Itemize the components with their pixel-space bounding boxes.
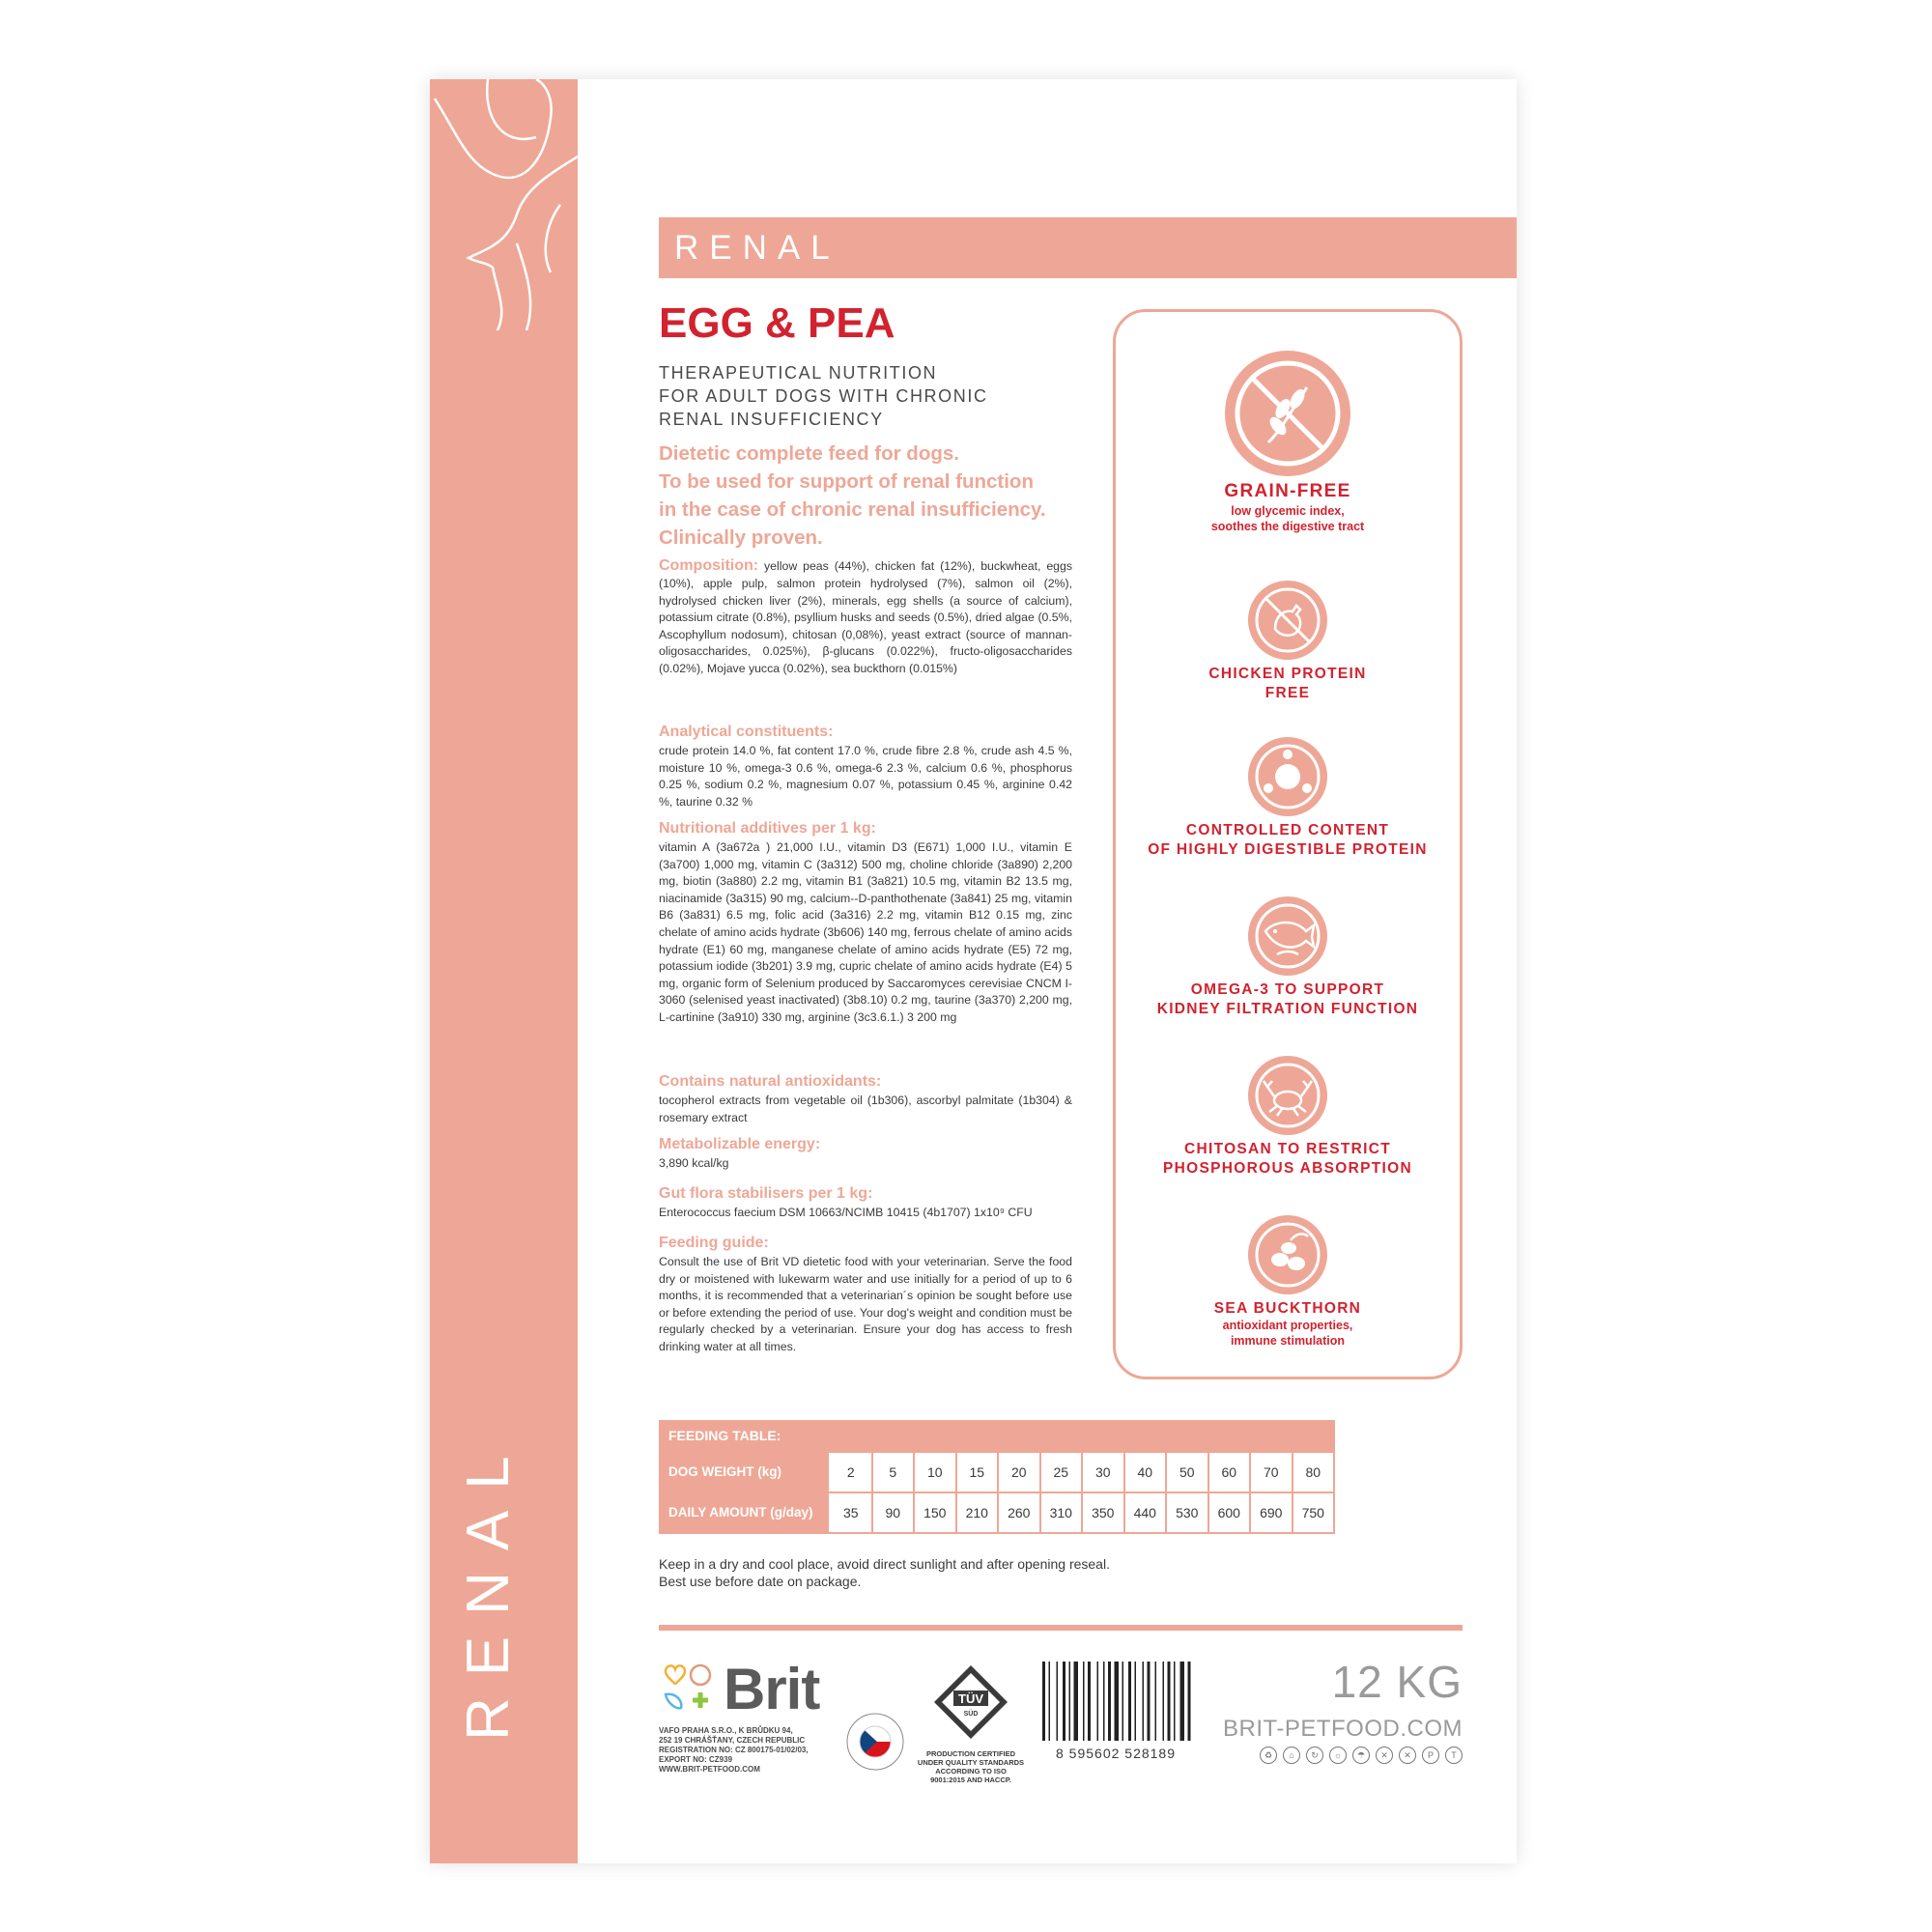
address-line: 252 19 CHRÁŠŤANY, CZECH REPUBLIC	[659, 1736, 806, 1745]
storage-line: Best use before date on package.	[659, 1574, 862, 1589]
features-panel	[1113, 309, 1463, 1379]
composition-heading: Composition:	[659, 557, 759, 574]
composition-section	[659, 556, 1072, 678]
barcode-bar	[1188, 1662, 1191, 1741]
gut-body: Enterococcus faecium DSM 10663/NCIMB 10415 (4b1707) 1x10⁹ CFU	[659, 1206, 1033, 1219]
feature-title: CHICKEN PROTEIN	[1208, 666, 1367, 682]
feature-title: PHOSPHOROUS ABSORPTION	[1163, 1160, 1412, 1177]
protein-molecule-glyph	[1248, 737, 1327, 816]
grain-free-glyph	[1225, 351, 1350, 476]
renal-band	[659, 217, 1517, 278]
table-cell: 50	[1167, 1453, 1209, 1492]
antioxidants-body: tocopherol extracts from vegetable oil (1b306), ascorbyl palmitate (1b304) & rosemary extract	[659, 1094, 1072, 1124]
no-chicken-icon	[1248, 581, 1327, 660]
barcode-number: 8 595602 528189	[1056, 1746, 1176, 1761]
barcode-bar	[1128, 1662, 1131, 1741]
table-cell: 35	[831, 1493, 873, 1532]
antioxidants-heading: Contains natural antioxidants:	[659, 1073, 882, 1090]
table-cell: 60	[1209, 1453, 1252, 1492]
no-fire-icon: ✕	[1399, 1747, 1416, 1764]
claim-line: To be used for support of renal function	[659, 470, 1034, 493]
barcode-bar	[1180, 1662, 1185, 1741]
storage-line: Keep in a dry and cool place, avoid direct sunlight and after opening reseal.	[659, 1556, 1110, 1572]
barcode-bar	[1083, 1662, 1085, 1741]
table-cell: 20	[999, 1453, 1041, 1492]
umbrella-icon: ☂	[1352, 1747, 1370, 1764]
bin-icon: ⌂	[1283, 1747, 1300, 1764]
barcode-bar	[1143, 1662, 1145, 1741]
net-weight: 12 KG	[1331, 1657, 1463, 1707]
barcode-bar	[1168, 1662, 1171, 1741]
czech-flag-seal	[845, 1712, 905, 1772]
feature-title: OF HIGHLY DIGESTIBLE PROTEIN	[1148, 841, 1428, 858]
row-label: DAILY AMOUNT (g/day)	[659, 1493, 831, 1532]
barcode-bar	[1049, 1662, 1051, 1741]
feature-title: CHITOSAN TO RESTRICT	[1183, 1141, 1392, 1157]
analytical-heading: Analytical constituents:	[659, 724, 834, 740]
barcode-bar	[1088, 1662, 1091, 1741]
table-cell: 750	[1293, 1493, 1336, 1532]
tuv-caption-line: PRODUCTION CERTIFIED	[925, 1749, 1016, 1758]
table-cell: 70	[1251, 1453, 1293, 1492]
barcode-bar	[1103, 1662, 1105, 1741]
strip-vertical-word: RENAL	[455, 1435, 522, 1741]
analytical-section	[659, 723, 1072, 810]
energy-heading: Metabolizable energy:	[659, 1136, 821, 1152]
grain-free-icon	[1225, 351, 1350, 476]
barcode-bar	[1108, 1662, 1111, 1741]
fish-omega-glyph	[1248, 896, 1327, 976]
subtitle-line: RENAL INSUFFICIENCY	[659, 410, 884, 429]
barcode-bar	[1155, 1662, 1157, 1741]
subtitle-line: FOR ADULT DOGS WITH CHRONIC	[659, 386, 988, 406]
feature-title: GRAIN-FREE	[1224, 481, 1351, 501]
left-strip	[430, 79, 578, 1863]
table-cell: 600	[1209, 1493, 1252, 1532]
subtitle-line: THERAPEUTICAL NUTRITION	[659, 363, 938, 383]
footer-divider	[659, 1625, 1463, 1631]
feature-sub: soothes the digestive tract	[1210, 520, 1365, 533]
fish-omega-icon	[1248, 896, 1327, 976]
table-row-amount	[659, 1493, 1335, 1534]
feature-title: FREE	[1264, 685, 1311, 701]
berries-icon	[1248, 1215, 1327, 1294]
subtitle	[659, 361, 1065, 431]
table-cell: 90	[873, 1493, 916, 1532]
address-line: REGISTRATION NO: CZ 800175-01/02/03,	[659, 1746, 809, 1754]
analytical-body: crude protein 14.0 %, fat content 17.0 %, crude fibre 2.8 %, crude ash 4.5 %, moisture 10 %, omega-3 0.6 %, omega-6 2.3 %, calcium 0.6 %, phosphorus 0.25 %, sodium 0.2 %, magnesium 0.07 %, potassium 0.45 %, arginine 0.42 %, taurine 0.32 %	[659, 744, 1072, 809]
table-cell: 5	[873, 1453, 916, 1492]
barcode-bar	[1174, 1662, 1176, 1741]
table-cell: 30	[1083, 1453, 1125, 1492]
claim	[659, 440, 1113, 552]
table-cell: 260	[999, 1493, 1041, 1532]
address-line: EXPORT NO: CZ939	[659, 1755, 733, 1764]
recycling-symbols	[1260, 1747, 1463, 1764]
table-cell: 40	[1125, 1453, 1168, 1492]
crab-glyph	[1248, 1056, 1327, 1135]
feature-title: KIDNEY FILTRATION FUNCTION	[1156, 1001, 1419, 1017]
tuv-caption-line: ACCORDING TO ISO	[935, 1767, 1007, 1776]
barcode-bar	[1115, 1662, 1120, 1741]
table-cell: 150	[915, 1493, 957, 1532]
sun-icon: ☼	[1329, 1747, 1347, 1764]
recycle-icon: ♻	[1260, 1747, 1277, 1764]
table-cell: 310	[1041, 1493, 1084, 1532]
table-row-weight	[659, 1451, 1335, 1493]
composition-body: yellow peas (44%), chicken fat (12%), buckwheat, eggs (10%), apple pulp, salmon protein hydrolysed (7%), salmon oil (2%), hydrolysed chicken liver (2%), minerals, egg shells (a source of calcium), potassium citrate (0.8%), psyllium husks and seeds (0.5%), dried algae (0.5%, Ascophyllum nodosum), chitosan (0,08%), yeast extract (source of mannan-oligosaccharides, 0.025%), β-glucans (0.022%), fructo-oligosaccharides (0.02%), Mojave yucca (0.02%), sea buckthorn (0.015%)	[659, 559, 1072, 675]
recycle-icon: ↻	[1306, 1747, 1323, 1764]
product-title: EGG & PEA	[659, 299, 895, 347]
feature-title: CONTROLLED CONTENT	[1185, 822, 1390, 838]
claim-line: Clinically proven.	[659, 526, 823, 549]
table-cell: 25	[1041, 1453, 1084, 1492]
address-line: WWW.BRIT-PETFOOD.COM	[659, 1765, 760, 1774]
gut-heading: Gut flora stabilisers per 1 kg:	[659, 1185, 873, 1202]
brit-logo	[662, 1657, 820, 1722]
barcode-bar	[1063, 1662, 1065, 1741]
claim-line: Dietetic complete feed for dogs.	[659, 442, 959, 465]
tuv-caption-line: UNDER QUALITY STANDARDS	[917, 1758, 1025, 1767]
feeding-heading: Feeding guide:	[659, 1235, 769, 1251]
svg-text:TÜV: TÜV	[958, 1691, 983, 1706]
company-address	[659, 1726, 852, 1775]
feature-title: OMEGA-3 TO SUPPORT	[1190, 981, 1385, 998]
claim-line: in the case of chronic renal insufficiency.	[659, 498, 1046, 521]
feature-sub: low glycemic index,	[1231, 504, 1345, 518]
no-fire-icon: ✕	[1376, 1747, 1393, 1764]
no-chicken-glyph	[1248, 581, 1327, 660]
table-cell: 2	[831, 1453, 873, 1492]
additives-heading: Nutritional additives per 1 kg:	[659, 820, 876, 837]
table-cell: 15	[957, 1453, 1000, 1492]
feeding-body: Consult the use of Brit VD dietetic food with your veterinarian. Serve the food dry or moistened with lukewarm water and use initially for a period of up to 6 months, it is recommended that a veterinarian´s opinion be sought before use or before extending the period of use. Your dog's weight and condition must be regularly checked by a veterinarian. Ensure your dog has access to fresh drinking water at all times.	[659, 1255, 1072, 1353]
table-cell: 530	[1167, 1493, 1209, 1532]
table-cell: 80	[1293, 1453, 1336, 1492]
barcode-bar	[1074, 1662, 1079, 1741]
package-back	[430, 79, 1517, 1863]
svg-text:SÜD: SÜD	[963, 1711, 979, 1718]
tuv-caption	[908, 1749, 1034, 1784]
feature-sub: antioxidant properties,	[1222, 1319, 1353, 1332]
storage-note	[659, 1555, 1110, 1590]
band-label: RENAL	[674, 229, 840, 267]
barcode	[1038, 1662, 1193, 1760]
tp-icon: T	[1445, 1747, 1463, 1764]
feature-sub: immune stimulation	[1230, 1334, 1346, 1348]
barcode-bar	[1069, 1662, 1071, 1741]
table-cell: 350	[1083, 1493, 1125, 1532]
feature-title: SEA BUCKTHORN	[1213, 1300, 1362, 1317]
energy-section	[659, 1135, 1072, 1173]
barcode-bars	[1038, 1662, 1193, 1741]
crab-icon	[1248, 1056, 1327, 1135]
barcode-bar	[1122, 1662, 1124, 1741]
berries-glyph	[1248, 1215, 1327, 1294]
barcode-bar	[1148, 1662, 1151, 1741]
tuv-seal-icon	[932, 1663, 1009, 1741]
table-cell: 690	[1251, 1493, 1293, 1532]
feeding-table	[659, 1420, 1335, 1534]
barcode-bar	[1042, 1662, 1045, 1741]
brit-logo-icon	[662, 1663, 720, 1718]
website: BRIT-PETFOOD.COM	[1223, 1716, 1463, 1742]
tuv-caption-line: 9001:2015 AND HACCP.	[930, 1776, 1011, 1784]
additives-section	[659, 819, 1072, 1027]
table-cell: 210	[957, 1493, 1000, 1532]
pg-icon: P	[1422, 1747, 1439, 1764]
barcode-bar	[1057, 1662, 1059, 1741]
barcode-bar	[1135, 1662, 1137, 1741]
brand-name: Brit	[724, 1657, 820, 1721]
gut-section	[659, 1184, 1072, 1222]
address-line: VAFO PRAHA S.R.O., K BRŮDKU 94,	[659, 1726, 793, 1735]
feeding-section	[659, 1234, 1072, 1356]
row-label: DOG WEIGHT (kg)	[659, 1453, 831, 1492]
energy-body: 3,890 kcal/kg	[659, 1156, 729, 1170]
table-cell: 440	[1125, 1493, 1168, 1532]
additives-body: vitamin A (3a672a ) 21,000 I.U., vitamin D3 (E671) 1,000 I.U., vitamin E (3a700) 1,000 mg, vitamin C (3a312) 500 mg, choline chloride (3a890) 2,200 mg, biotin (3a880) 2.2 mg, vitamin B1 (3a821) 10.5 mg, vitamin B2 13.5 mg, niacinamide (3a315) 90 mg, calcium--D-panthothenate (3a841) 25 mg, vitamin B6 (3a831) 6.5 mg, folic acid (3a316) 2.2 mg, vitamin B12 0.15 mg, zinc chelate of amino acids hydrate (3b606) 140 mg, ferrous chelate of amino acids hydrate (E1) 60 mg, manganese chelate of amino acids hydrate (E5) 72 mg, potassium iodide (3b201) 3.9 mg, cupric chelate of amino acids hydrate (E4) 5 mg, organic form of Selenium produced by Saccaromyces cerevisiae CNCM I-3060 (selenised yeast inactivated) (3b8.10) 0.2 mg, taurine (3a370) 2,200 mg, L-cartinine (3a910) 330 mg, arginine (3c3.6.1.) 3 200 mg	[659, 840, 1072, 1024]
table-cell: 10	[915, 1453, 957, 1492]
barcode-bar	[1097, 1662, 1099, 1741]
protein-molecule-icon	[1248, 737, 1327, 816]
feeding-table-title: FEEDING TABLE:	[659, 1420, 1335, 1451]
tuv-certification	[908, 1663, 1034, 1784]
dog-outline-art	[430, 79, 578, 330]
barcode-bar	[1163, 1662, 1165, 1741]
antioxidants-section	[659, 1072, 1072, 1126]
